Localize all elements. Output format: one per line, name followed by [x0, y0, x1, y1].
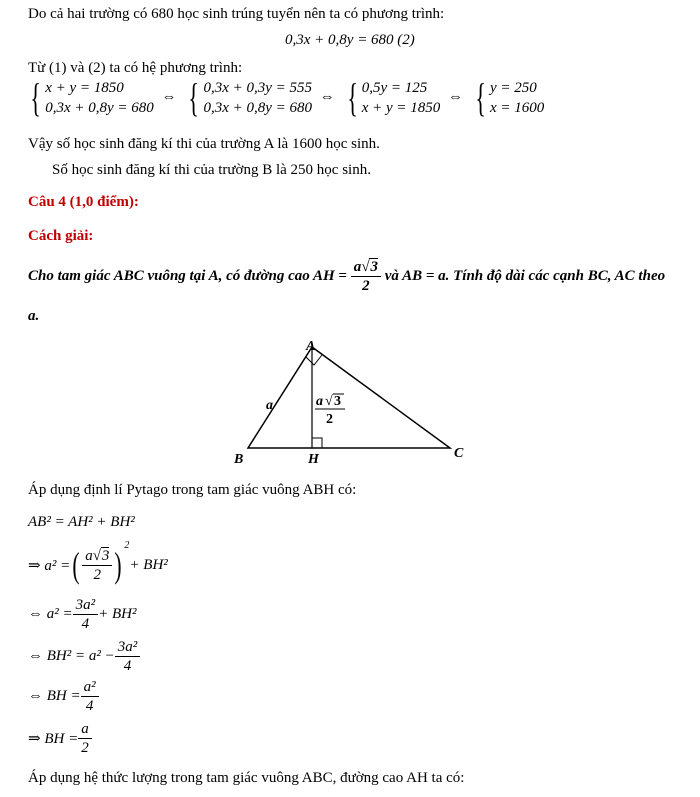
- altitude-num-a: a: [316, 394, 323, 409]
- step-3: ⇔ a² = $\frac{\text{3a²}}{4}$ + BH²: [28, 596, 137, 632]
- equation-system: [26, 75, 545, 120]
- system-step-3: { 0,5y = 125 x + y = 1850: [346, 75, 441, 120]
- step-1: AB² = AH² + BH²: [28, 514, 135, 530]
- problem-ah-lhs: AH =: [312, 267, 347, 284]
- foot-h-label: H: [308, 452, 319, 467]
- side-ab-label: a: [266, 398, 273, 413]
- step-2: ⇒ a² = ( $\frac{a√3}{2}$ ) $^2$ + BH²: [28, 540, 168, 585]
- triangle-abc: [248, 347, 450, 448]
- system-4-row-2: x = 1600: [490, 100, 545, 116]
- system-step-4: { y = 250 x = 1600: [475, 75, 545, 120]
- altitude-den: 2: [326, 412, 333, 427]
- vertex-c-label: C: [454, 446, 464, 461]
- system-4-row-1: y = 250: [490, 80, 537, 96]
- conclusion-a: Vậy số học sinh đăng kí thi của trường A là 1600 học sinh.: [28, 136, 380, 152]
- problem-statement: [28, 258, 665, 295]
- system-step-2: { 0,3x + 0,3y = 555 0,3x + 0,8y = 680: [188, 75, 313, 120]
- step-4: ⇔ BH² = a² − $\frac{\text{3a²}}{4}$: [28, 636, 140, 676]
- intro-line: Do cả hai trường có 680 học sinh trúng tuyển nên ta có phương trình:: [28, 6, 445, 22]
- triangle-figure: [230, 335, 480, 470]
- system-3-row-1: 0,5y = 125: [361, 80, 428, 96]
- system-2-row-2: 0,3x + 0,8y = 680: [203, 100, 313, 116]
- system-1-row-2: 0,3x + 0,8y = 680: [45, 100, 154, 116]
- system-1-row-1: x + y = 1850: [45, 80, 124, 96]
- altitude-num-root: 3: [334, 394, 341, 409]
- method-title: Cách giải:: [28, 228, 94, 244]
- problem-text-middle: và: [384, 267, 403, 284]
- problem-text-after: . Tính độ dài các cạnh BC, AC theo: [445, 267, 666, 284]
- equiv-icon: ⇔: [319, 89, 335, 106]
- vertex-b-label: B: [234, 452, 244, 467]
- question-title: Câu 4 (1,0 điểm):: [28, 194, 139, 210]
- equation-2: 0,3x + 0,8y = 680 (2): [285, 32, 415, 48]
- step-5: ⇔ BH = $\frac{\text{a²}}{4}$: [28, 676, 99, 716]
- right-angle-a: [306, 355, 322, 365]
- conclusion-b: Số học sinh đăng kí thi của trường B là 250 học sinh.: [52, 162, 371, 178]
- system-2-row-1: 0,3x + 0,3y = 555: [203, 80, 313, 96]
- step-6: ⇒ BH = $\frac{a}{2}$: [28, 718, 92, 758]
- pythagoras-intro: Áp dụng định lí Pytago trong tam giác vuông ABH có:: [28, 482, 357, 498]
- problem-text-before: Cho tam giác ABC vuông tại A, có đường cao: [28, 267, 313, 284]
- right-angle-h: [312, 438, 322, 448]
- sqrt-icon: √: [325, 394, 333, 409]
- system-3-row-2: x + y = 1850: [361, 100, 441, 116]
- final-intro: Áp dụng hệ thức lượng trong tam giác vuông ABC, đường cao AH ta có:: [28, 770, 465, 786]
- problem-ab-eq: AB = a: [402, 267, 446, 284]
- equiv-icon: ⇔: [161, 89, 177, 106]
- vertex-a-label: A: [306, 339, 316, 354]
- problem-ah-fraction: $\frac{a√3}{2}$: [351, 258, 381, 295]
- equiv-icon: ⇔: [448, 89, 464, 106]
- system-step-1: { x + y = 1850 0,3x + 0,8y = 680: [30, 75, 154, 120]
- system-intro: Từ (1) và (2) ta có hệ phương trình:: [28, 60, 243, 76]
- problem-tail: a.: [28, 308, 40, 324]
